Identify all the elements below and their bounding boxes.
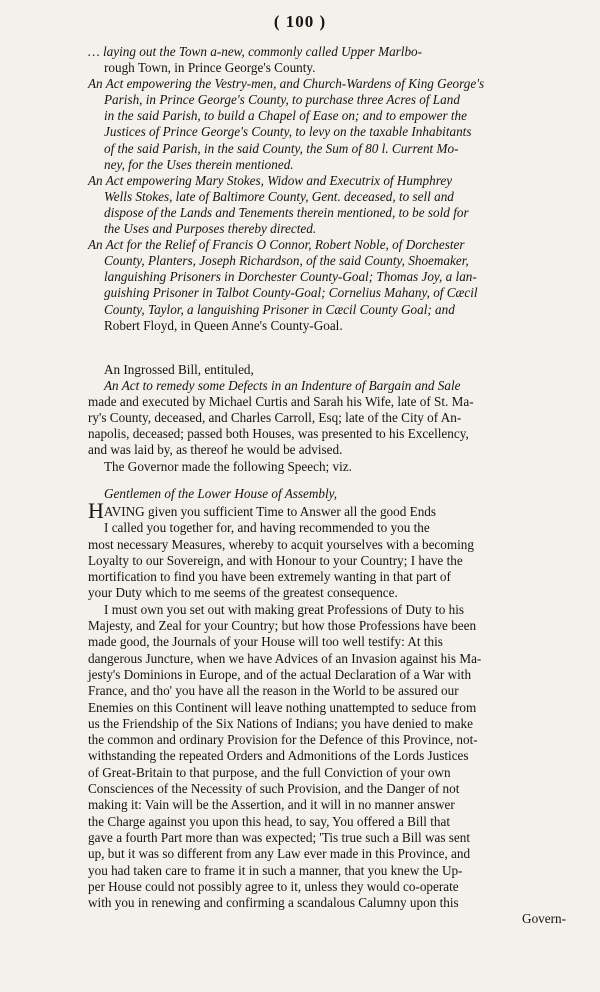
act-line: An Act for the Relief of Francis O Connor, Robert Noble, of Dorchester	[88, 237, 465, 253]
bill-line: and was laid by, as thereof he would be advised.	[88, 442, 343, 458]
bill-line: An Act to remedy some Defects in an Indenture of Bargain and Sale	[104, 378, 461, 394]
speech-line: I must own you set out with making great Professions of Duty to his	[104, 601, 465, 617]
catchword: Govern-	[522, 911, 566, 927]
speech-line: Consciences of the Necessity of such Provision, and the Danger of not	[88, 781, 460, 797]
page-number: ( 100 )	[273, 12, 327, 31]
acts-list	[88, 44, 568, 334]
bill-line: ry's County, deceased, and Charles Carroll, Esq; late of the City of An-	[88, 410, 462, 426]
speech-line: with you in renewing and confirming a scandalous Calumny upon this	[88, 895, 459, 911]
act-line: An Act empowering the Vestry-men, and Church-Wardens of King George's	[88, 76, 485, 92]
act-line: rough Town, in Prince George's County.	[104, 60, 316, 76]
speech-line: Enemies on this Continent will leave nothing unattempted to seduce from	[88, 699, 477, 715]
act-line: languishing Prisoners in Dorchester County-Goal; Thomas Joy, a lan-	[104, 269, 477, 285]
speech-line: the common and ordinary Provision for the Defence of this Province, not-	[88, 732, 478, 748]
act-line: ney, for the Uses therein mentioned.	[104, 156, 294, 172]
governor-speech	[88, 486, 568, 928]
act-line: Parish, in Prince George's County, to purchase three Acres of Land	[104, 92, 460, 108]
first-word-rest: AVING	[103, 504, 145, 519]
speech-line: withstanding the repeated Orders and Admonitions of the Lords Justices	[88, 748, 469, 764]
speech-line: up, but it was so different from any Law ever made in this Province, and	[88, 846, 471, 862]
act-line: in the said Parish, to build a Chapel of Ease on; and to empower the	[104, 108, 467, 124]
act-line: … laying out the Town a-new, commonly called Upper Marlbo-	[88, 44, 423, 59]
speech-line: Majesty, and Zeal for your Country; but how those Professions have been	[88, 618, 477, 634]
speech-line: I called you together for, and having recommended to you the	[104, 520, 430, 536]
speech-line: made good, the Journals of your House will too well testify: At this	[88, 634, 443, 650]
speech-salutation: Gentlemen of the Lower House of Assembly,	[104, 486, 338, 501]
speech-line: per House could not possibly agree to it, unless they would co-operate	[88, 878, 459, 894]
speech-line: of Great-Britain to that purpose, and the full Conviction of your own	[88, 764, 451, 780]
act-line: the Uses and Purposes thereby directed.	[104, 221, 317, 237]
act-line: Robert Floyd, in Queen Anne's County-Goal.	[104, 317, 343, 333]
speech-line: your Duty which to me seems of the greatest consequence.	[88, 585, 398, 601]
act-line: County, Planters, Joseph Richardson, of the said County, Shoemaker,	[104, 253, 469, 269]
act-line: of the said Parish, in the said County, the Sum of 80 l. Current Mo-	[104, 140, 459, 156]
act-line: guishing Prisoner in Talbot County-Goal; Cornelius Mahany, of Cæcil	[104, 285, 478, 301]
speech-first-line	[88, 498, 568, 523]
speech-line: you had taken care to frame it in such a manner, that you knew the Up-	[88, 862, 463, 878]
speech-line: dangerous Juncture, when we have Advices of an Invasion against his Ma-	[88, 650, 482, 666]
first-line-rest: given you sufficient Time to Answer all the good Ends	[144, 504, 437, 519]
speech-line: Loyalty to our Sovereign, and with Honour to your Country; I have the	[88, 552, 463, 568]
speech-line: the Charge against you upon this head, to say, You offered a Bill that	[88, 813, 450, 829]
speech-line: most necessary Measures, whereby to acquit yourselves with a becoming	[88, 536, 474, 552]
speech-line: us the Friendship of the Six Nations of Indians; you have denied to make	[88, 715, 473, 731]
act-line: dispose of the Lands and Tenements therein mentioned, to be sold for	[104, 204, 469, 220]
speech-line: making it: Vain will be the Assertion, and it will in no manner answer	[88, 797, 455, 813]
act-line: Justices of Prince George's County, to levy on the taxable Inhabitants	[104, 124, 472, 140]
bill-line: An Ingrossed Bill, entituled,	[104, 362, 254, 377]
bill-line: The Governor made the following Speech; viz.	[104, 458, 352, 474]
speech-line: jesty's Dominions in Europe, and of the actual Declaration of a War with	[88, 666, 472, 682]
bill-line: napolis, deceased; passed both Houses, was presented to his Excellency,	[88, 426, 469, 442]
act-line: An Act empowering Mary Stokes, Widow and Executrix of Humphrey	[88, 172, 453, 188]
drop-cap: H	[88, 498, 104, 523]
act-line: Wells Stokes, late of Baltimore County, Gent. deceased, to sell and	[104, 188, 454, 204]
ingrossed-bill	[88, 362, 568, 475]
speech-line: France, and tho' you have all the reason in the World to be assured our	[88, 683, 459, 699]
act-line: County, Taylor, a languishing Prisoner in Cæcil County Goal; and	[104, 301, 455, 317]
speech-line: gave a fourth Part more than was expected; 'Tis true such a Bill was sent	[88, 829, 471, 845]
speech-line: mortification to find you have been extremely wanting in that part of	[88, 569, 451, 585]
bill-line: made and executed by Michael Curtis and Sarah his Wife, late of St. Ma-	[88, 394, 474, 410]
